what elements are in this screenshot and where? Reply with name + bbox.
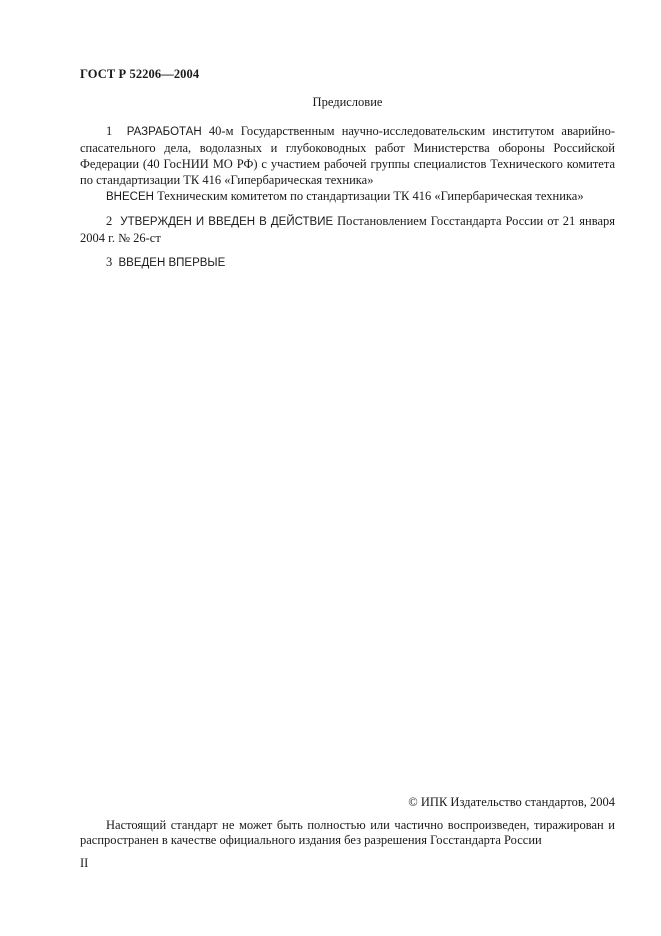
item-caps-label: ВНЕСЕН: [106, 191, 154, 203]
page-number: II: [80, 856, 89, 870]
reproduction-notice-text: Настоящий стандарт не может быть полностью или частично воспроизведен, тиражирован и распространен в качестве официального издания без разрешения Госстандарта России: [80, 818, 615, 847]
paragraph-developed: [80, 123, 615, 188]
paragraph-introduced: [80, 254, 615, 271]
item-text: Техническим комитетом по стандартизации ТК 416 «Гипербарическая техника»: [153, 189, 584, 203]
item-number: 3: [106, 255, 113, 269]
page-title: Предисловие: [312, 95, 383, 109]
paragraph-approved: [80, 213, 615, 246]
item-caps-label: РАЗРАБОТАН: [126, 126, 202, 138]
document-id: ГОСТ Р 52206—2004: [80, 67, 200, 81]
paragraph-submitted: [80, 188, 615, 205]
item-text: 40-м Государственным научно-исследовательским институтом аварийно-спасательного дела, водолазных и глубоководных работ Министерства обороны Российской Федерации (40 ГосНИИ МО РФ) с участием рабочей группы специалистов Технического комитета по стандартизации ТК 416 «Гипербарическая техника»: [80, 124, 615, 187]
item-text: Постановлением Госстандарта России от 21 января 2004 г. № 26-ст: [80, 214, 615, 245]
item-number: 2: [106, 214, 113, 228]
item-caps-label: ВВЕДЕН ВПЕРВЫЕ: [118, 257, 226, 269]
item-number: 1: [106, 124, 113, 138]
reproduction-notice: [80, 818, 615, 848]
item-caps-label: УТВЕРЖДЕН И ВВЕДЕН В ДЕЙСТВИЕ: [120, 216, 334, 228]
copyright-line: © ИПК Издательство стандартов, 2004: [408, 795, 615, 809]
